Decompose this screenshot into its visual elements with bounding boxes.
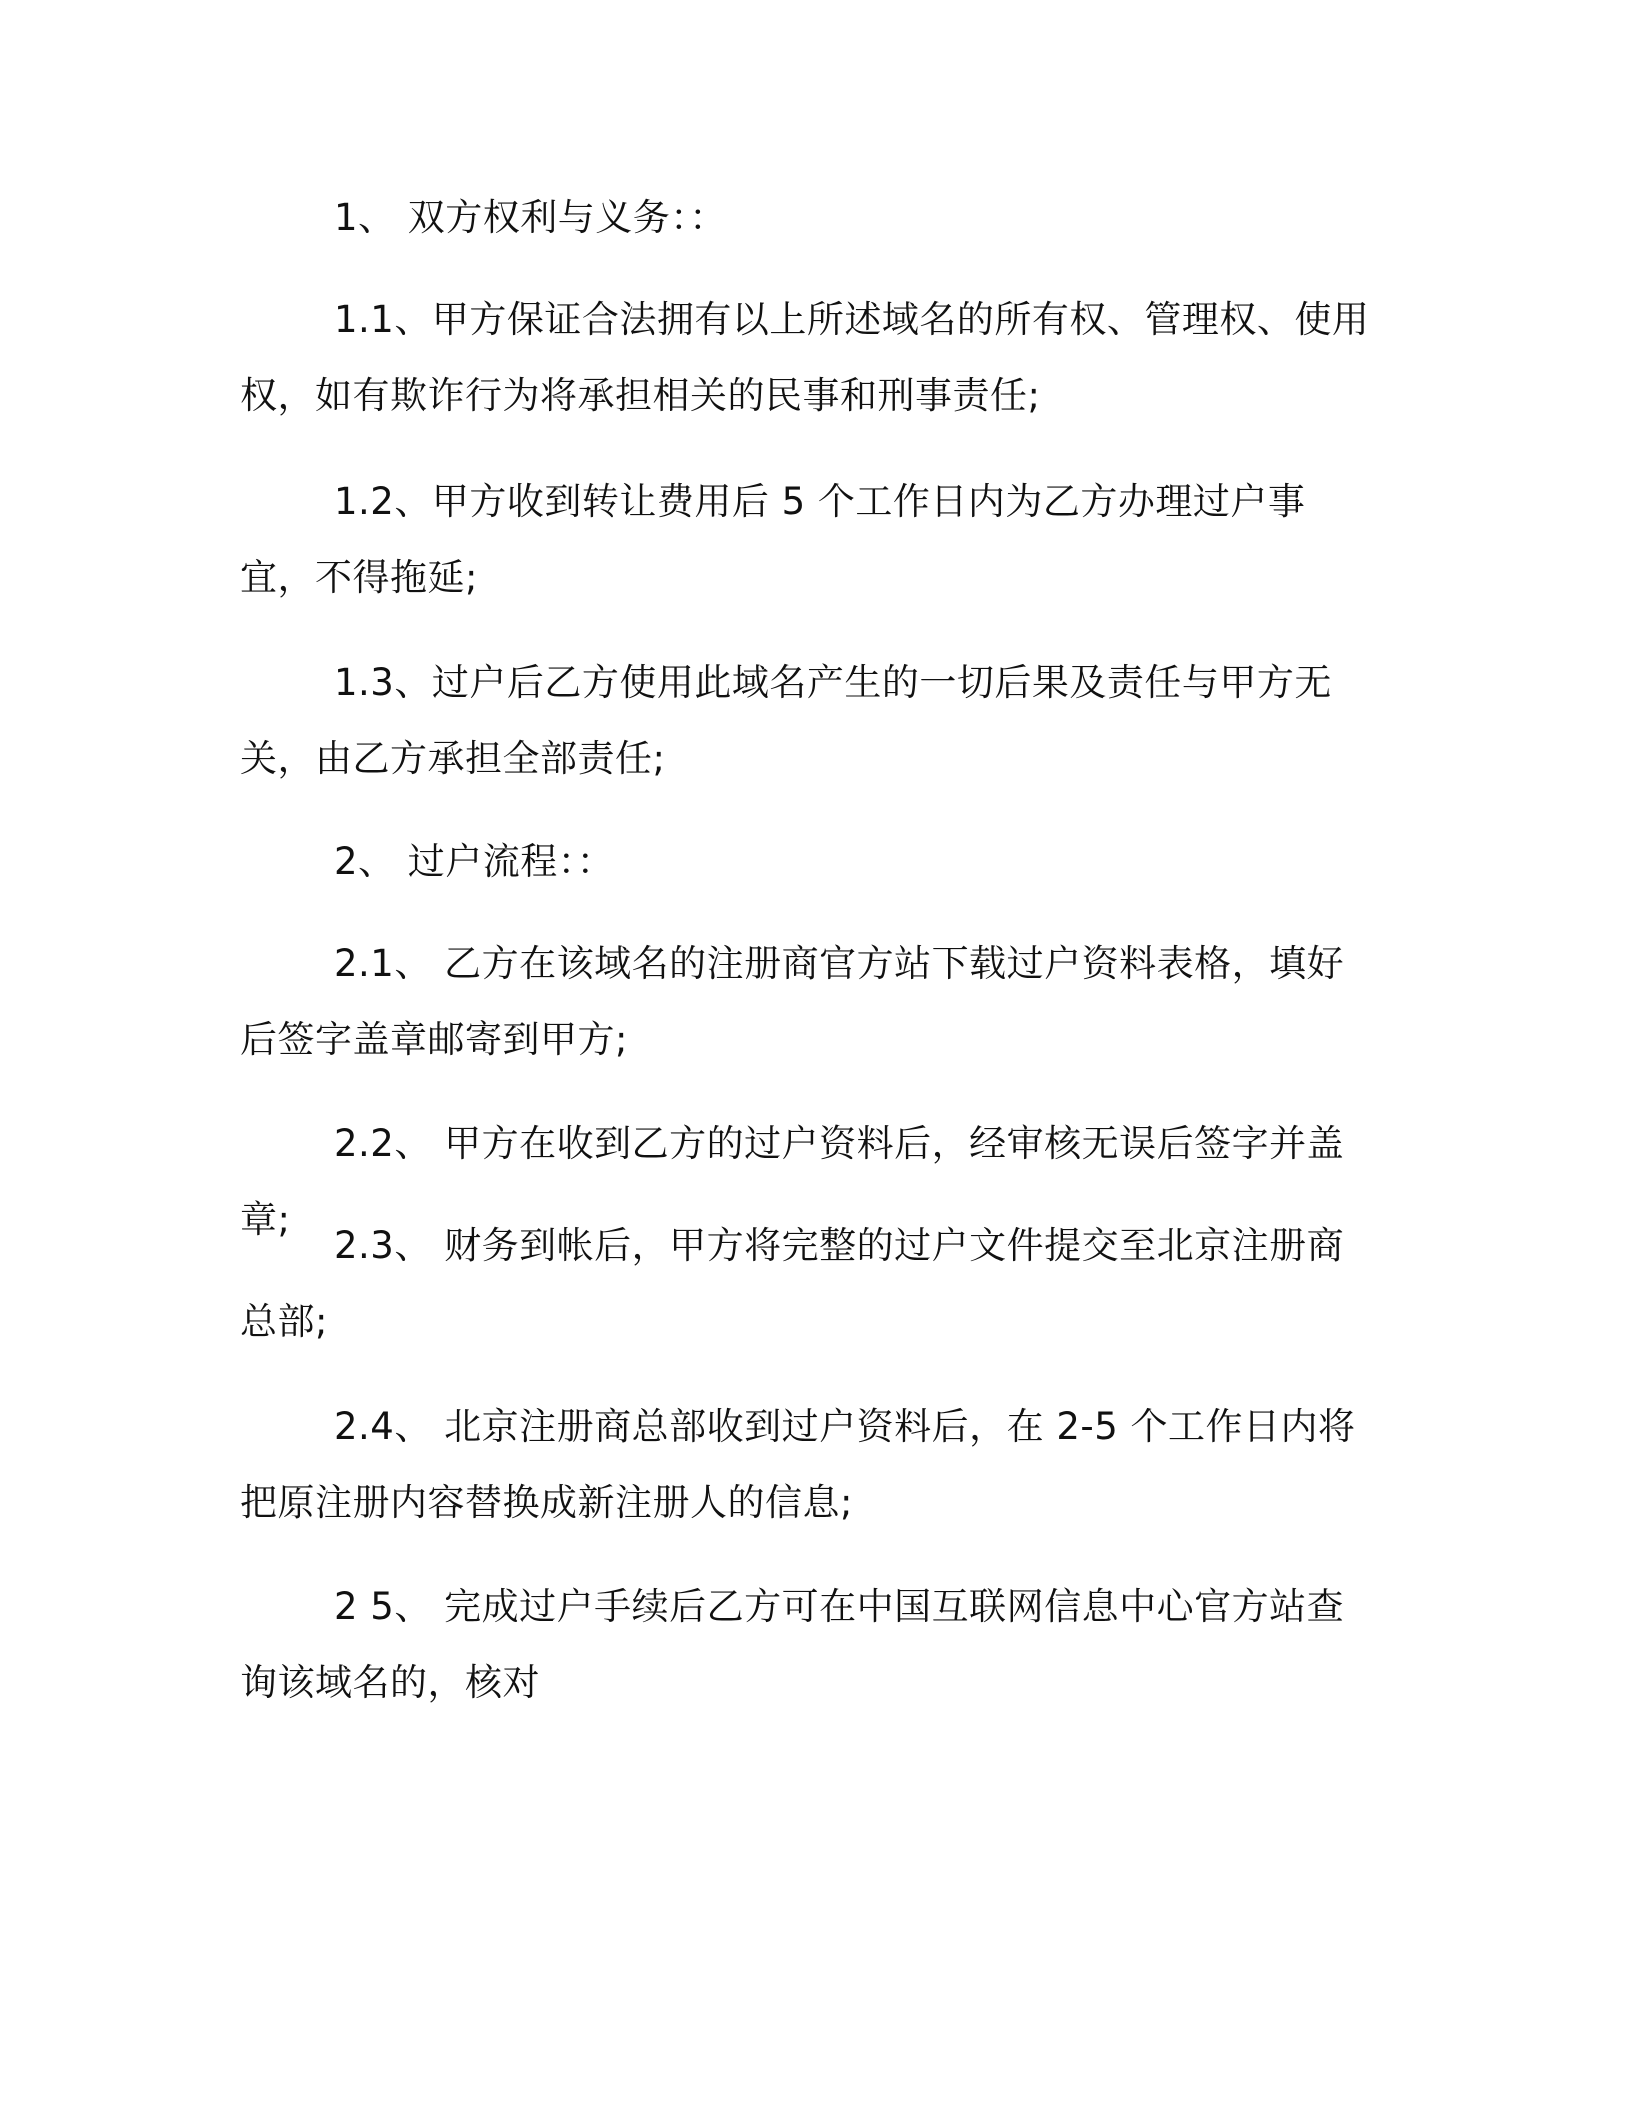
section-1-heading: 1、 双方权利与义务：： [334,196,727,239]
clause-1-3: 1.3、过户后乙方使用此域名产生的一切后果及责任与甲方无关，由乙方承担全部责任; [240,661,1332,780]
clause-2-2: 2.2、 甲方在收到乙方的过户资料后，经审核无误后签字并盖章; [240,1122,1345,1241]
section-2-heading: 2、 过户流程：： [334,840,615,883]
clause-2-3: 2.3、 财务到帐后，甲方将完整的过户文件提交至北京注册商总部; [240,1224,1345,1343]
clause-1-1: 1.1、甲方保证合法拥有以上所述域名的所有权、管理权、使用权，如有欺诈行为将承担相关的民事和刑事责任; [240,298,1370,417]
clause-2-1: 2.1、 乙方在该域名的注册商官方站下载过户资料表格，填好后签字盖章邮寄到甲方; [240,942,1345,1061]
clause-2-4: 2.4、 北京注册商总部收到过户资料后，在 2-5 个工作日内将把原注册内容替换成新注册人的信息; [240,1405,1356,1524]
clause-2-5: 2 5、 完成过户手续后乙方可在中国互联网信息中心官方站查询该域名的，核对 [240,1585,1345,1704]
clause-1-2: 1.2、甲方收到转让费用后 5 个工作日内为乙方办理过户事宜，不得拖延; [240,480,1306,599]
